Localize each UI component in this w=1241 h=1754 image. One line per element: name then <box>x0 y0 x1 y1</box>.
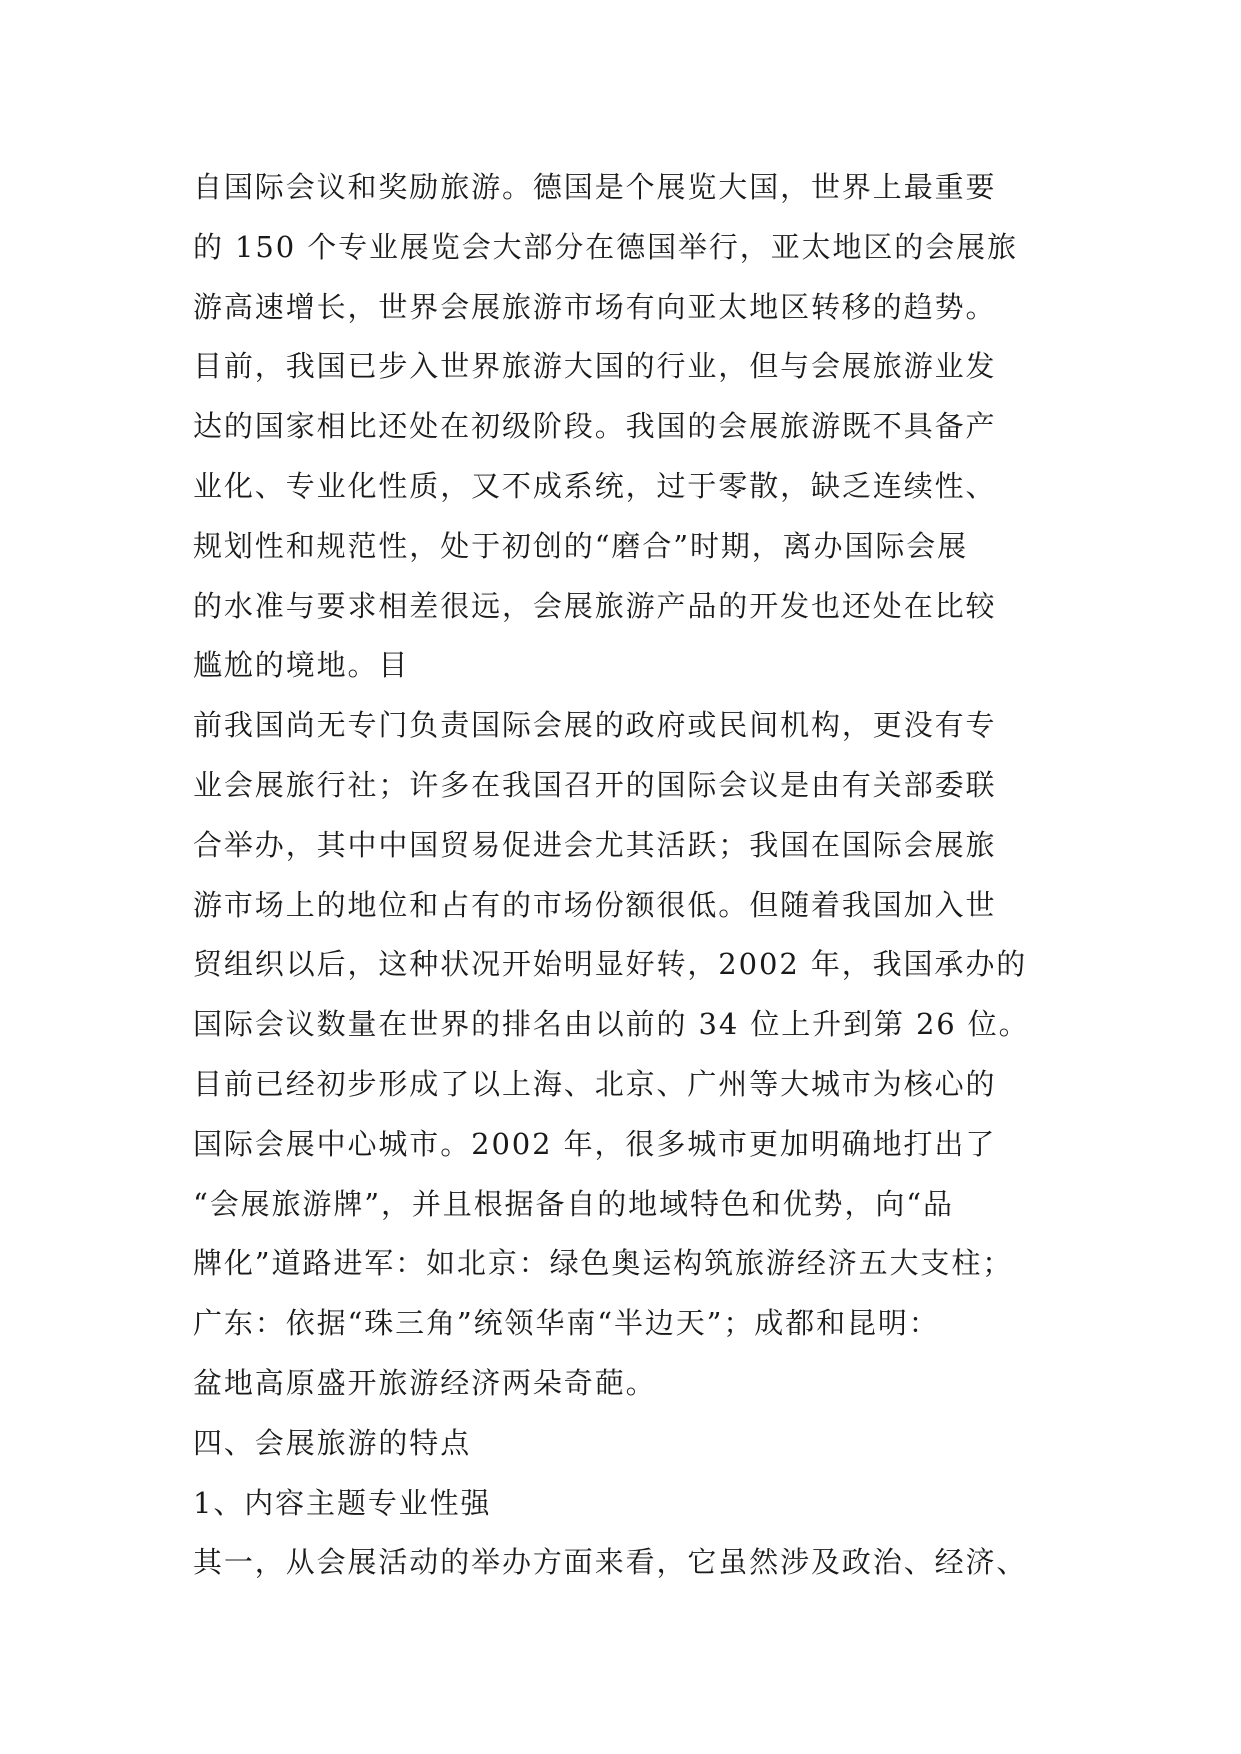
text-line: 牌化”道路进军：如北京：绿色奥运构筑旅游经济五大支柱； <box>193 1246 1014 1281</box>
text-line: 尴尬的境地。目 <box>193 648 410 683</box>
text-line: 合举办，其中中国贸易促进会尤其活跃；我国在国际会展旅 <box>193 827 997 862</box>
section-heading: 四、会展旅游的特点 <box>193 1425 472 1460</box>
subsection-heading: 1、内容主题专业性强 <box>193 1485 492 1520</box>
text-line: 的 150 个专业展览会大部分在德国举行，亚太地区的会展旅 <box>193 229 1018 264</box>
text-line: 国际会议数量在世界的排名由以前的 34 位上升到第 26 位。 <box>193 1007 1030 1042</box>
text-line: 盆地高原盛开旅游经济两朵奇葩。 <box>193 1365 657 1400</box>
text-line: 游高速增长，世界会展旅游市场有向亚太地区转移的趋势。 <box>193 289 997 324</box>
text-line: 业化、专业化性质，又不成系统，过于零散，缺乏连续性、 <box>193 468 997 503</box>
text-line: 目前已经初步形成了以上海、北京、广州等大城市为核心的 <box>193 1066 997 1101</box>
text-line: 自国际会议和奖励旅游。德国是个展览大国，世界上最重要 <box>193 170 997 204</box>
body-text <box>193 158 1073 1593</box>
text-line: 规划性和规范性，处于初创的“磨合”时期，离办国际会展 <box>193 528 969 563</box>
text-line: 目前，我国已步入世界旅游大国的行业，但与会展旅游业发 <box>193 349 997 384</box>
text-line: 广东：依据“珠三角”统领华南“半边天”；成都和昆明： <box>193 1306 940 1341</box>
text-line: 国际会展中心城市。2002 年，很多城市更加明确地打出了 <box>193 1126 997 1161</box>
text-line: 达的国家相比还处在初级阶段。我国的会展旅游既不具备产 <box>193 409 997 444</box>
text-line: 游市场上的地位和占有的市场份额很低。但随着我国加入世 <box>193 887 997 922</box>
text-line: 其一，从会展活动的举办方面来看，它虽然涉及政治、经济、 <box>193 1545 1028 1580</box>
text-line: 业会展旅行社；许多在我国召开的国际会议是由有关部委联 <box>193 767 997 802</box>
text-line: 前我国尚无专门负责国际会展的政府或民间机构，更没有专 <box>193 708 997 743</box>
text-line: “会展旅游牌”，并且根据备自的地域特色和优势，向“品 <box>193 1186 954 1221</box>
text-line: 贸组织以后，这种状况开始明显好转，2002 年，我国承办的 <box>193 947 1028 982</box>
text-line: 的水准与要求相差很远，会展旅游产品的开发也还处在比较 <box>193 588 997 623</box>
